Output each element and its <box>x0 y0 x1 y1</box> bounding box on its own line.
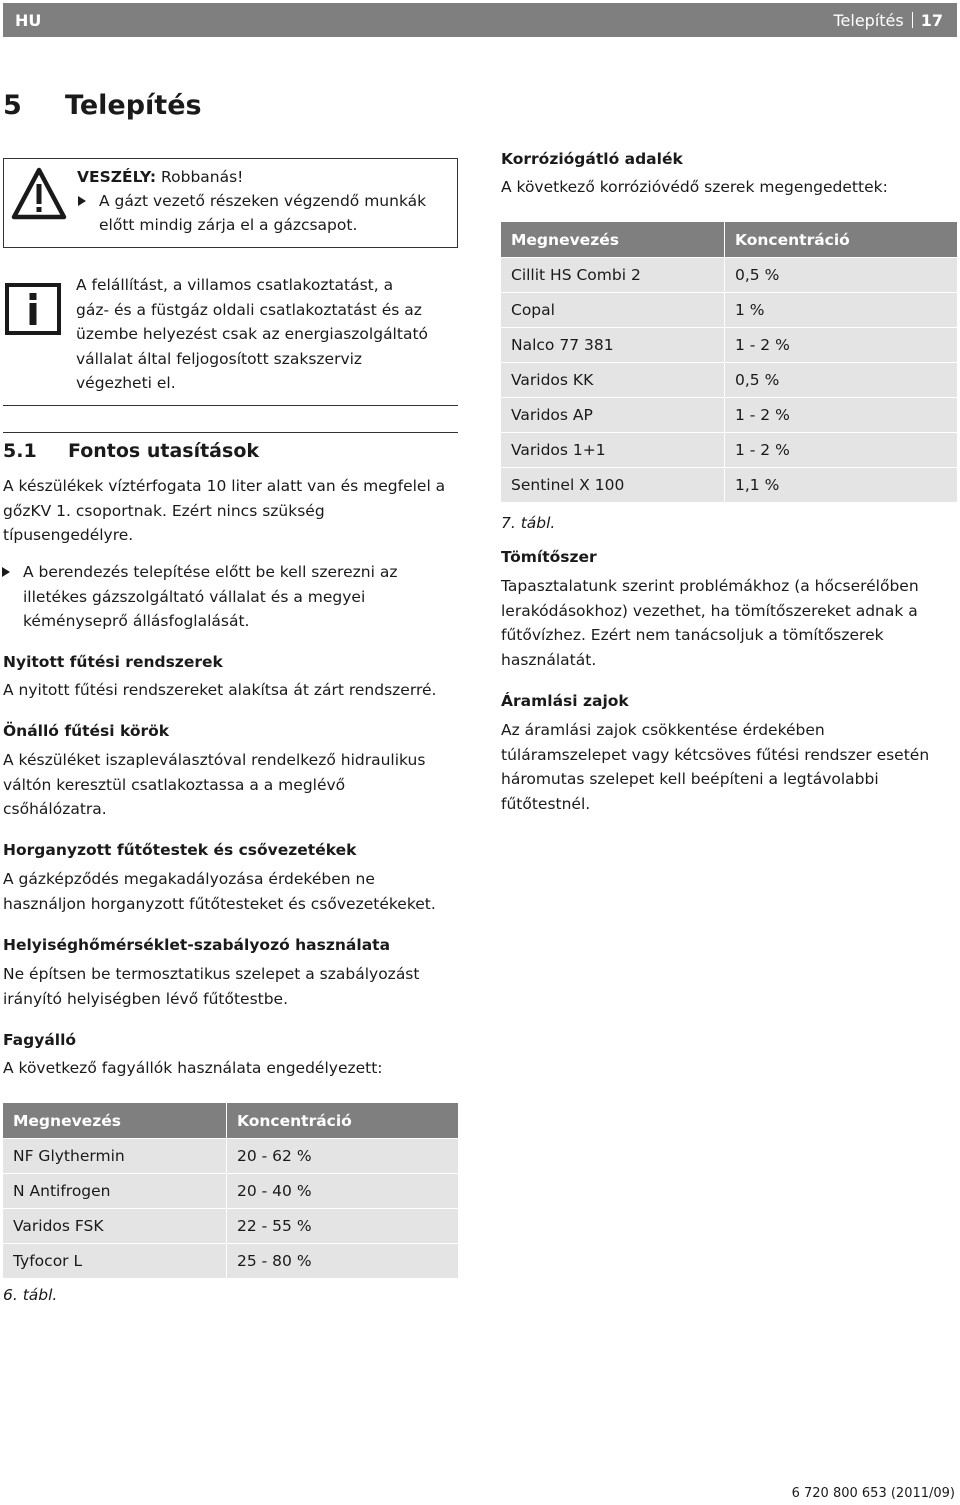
table-row <box>501 257 957 292</box>
table-header-row <box>3 1103 458 1138</box>
text-line: A gázképződés megakadályozása érdekében ne <box>3 870 375 888</box>
text-line: fűtőtestnél. <box>501 794 591 813</box>
table-cell: Copal <box>501 292 725 327</box>
table-cell: 1 - 2 % <box>725 432 957 467</box>
header-section: Telepítés <box>833 11 904 30</box>
flow-noise-text <box>501 718 956 816</box>
chapter-name: Telepítés <box>65 90 202 121</box>
open-heating-heading: Nyitott fűtési rendszerek <box>3 653 223 671</box>
info-line: végezheti el. <box>76 374 176 392</box>
danger-text <box>77 165 453 237</box>
text-line: háromutas szelepet kell beépíteni a legtávolabbi <box>501 770 879 788</box>
section-divider <box>3 432 458 433</box>
galvanized-text <box>3 867 473 916</box>
table-cell: 20 - 40 % <box>227 1173 458 1208</box>
approval-bullet <box>1 560 463 634</box>
antifreeze-table <box>3 1103 458 1278</box>
text-line: Ne építsen be termosztatikus szelepet a szabályozást <box>3 965 420 983</box>
sealant-text <box>501 574 956 672</box>
table-row <box>3 1243 458 1278</box>
text-line: fűtővízhez. Ezért nem tanácsoljuk a tömítőszerek <box>501 626 884 644</box>
language-code: HU <box>15 11 42 30</box>
chapter-title <box>3 90 202 121</box>
info-line: vállalat által feljogosított szakszerviz <box>76 349 363 368</box>
table-cell: Varidos 1+1 <box>501 432 725 467</box>
warning-triangle-icon <box>11 167 67 221</box>
column-header: Megnevezés <box>3 1103 227 1138</box>
independent-circuits-text <box>3 748 463 822</box>
open-heating-text: A nyitott fűtési rendszereket alakítsa át zárt rendszerré. <box>3 681 437 699</box>
table-row <box>501 327 957 362</box>
table-row <box>3 1173 458 1208</box>
sealant-heading: Tömítőszer <box>501 548 597 566</box>
text-line: irányító helyiségben lévő fűtőtestbe. <box>3 989 289 1008</box>
table-cell: Sentinel X 100 <box>501 467 725 502</box>
table-cell: Varidos KK <box>501 362 725 397</box>
bullet-arrow-icon <box>2 567 10 577</box>
text-line: használatát. <box>501 650 597 669</box>
table-cell: 0,5 % <box>725 362 957 397</box>
text-line: A készüléket iszapleválasztóval rendelkező hidraulikus <box>3 751 426 769</box>
info-icon <box>5 283 61 335</box>
corrosion-text: A következő korrózióvédő szerek megengedettek: <box>501 178 888 196</box>
room-thermostat-heading: Helyiséghőmérséklet-szabályozó használata <box>3 936 391 954</box>
danger-bullet-line: A gázt vezető részeken végzendő munkák <box>99 192 427 210</box>
table-row <box>501 397 957 432</box>
document-number: 6 720 800 653 (2011/09) <box>791 1486 955 1501</box>
table-cell: 22 - 55 % <box>227 1208 458 1243</box>
text-line: túláramszelepet vagy kétcsöves fűtési rendszer esetén <box>501 745 930 764</box>
table-cell: Nalco 77 381 <box>501 327 725 362</box>
header-divider <box>912 12 913 28</box>
bullet-line: A berendezés telepítése előtt be kell szerezni az <box>23 563 398 581</box>
table-row <box>501 292 957 327</box>
table-row <box>3 1138 458 1173</box>
danger-bullet-line: előtt mindig zárja el a gázcsapot. <box>99 216 358 234</box>
table-header-row <box>501 222 957 257</box>
intro-line: gőzKV 1. csoportnak. Ezért nincs szükség <box>3 501 325 520</box>
info-line: üzembe helyezést csak az energiaszolgáltató <box>76 325 429 343</box>
table-caption: 6. tábl. <box>3 1286 58 1304</box>
table-caption: 7. tábl. <box>501 514 556 532</box>
table-cell: NF Glythermin <box>3 1138 227 1173</box>
text-line: használjon horganyzott fűtőtesteket és csővezetékeket. <box>3 894 436 913</box>
info-notice <box>3 265 458 406</box>
table-cell: 1 % <box>725 292 957 327</box>
danger-headline <box>77 165 453 189</box>
danger-message: Robbanás! <box>156 168 244 186</box>
bullet-line: kéményseprő állásfoglalását. <box>23 612 250 630</box>
info-line: A felállítást, a villamos csatlakoztatást, a <box>76 276 394 294</box>
text-line: csőhálózatra. <box>3 800 107 818</box>
table-cell: 20 - 62 % <box>227 1138 458 1173</box>
flow-noise-heading: Áramlási zajok <box>501 692 629 710</box>
antifreeze-text: A következő fagyállók használata engedélyezett: <box>3 1059 383 1077</box>
table-cell: 1 - 2 % <box>725 397 957 432</box>
section-intro <box>3 474 463 548</box>
section-heading <box>3 440 259 462</box>
column-header: Megnevezés <box>501 222 725 257</box>
danger-warning-box <box>3 158 458 248</box>
table-cell: Varidos AP <box>501 397 725 432</box>
antifreeze-heading: Fagyálló <box>3 1031 77 1049</box>
bullet-arrow-icon <box>78 196 86 206</box>
danger-bullet <box>77 189 453 237</box>
table-cell: 1,1 % <box>725 467 957 502</box>
table-cell: 1 - 2 % <box>725 327 957 362</box>
room-thermostat-text <box>3 962 473 1011</box>
corrosion-table <box>501 222 957 502</box>
table-cell: Tyfocor L <box>3 1243 227 1278</box>
table-cell: Cillit HS Combi 2 <box>501 257 725 292</box>
intro-line: típusengedélyre. <box>3 526 134 544</box>
column-header: Koncentráció <box>227 1103 458 1138</box>
text-line: váltón keresztül csatlakoztassa a a meglévő <box>3 775 346 794</box>
danger-keyword: VESZÉLY: <box>77 168 157 186</box>
text-line: lerakódásokhoz) vezethet, ha tömítőszereket adnak a <box>501 601 918 620</box>
table-cell: Varidos FSK <box>3 1208 227 1243</box>
info-line: gáz- és a füstgáz oldali csatlakoztatást és az <box>76 300 422 319</box>
bullet-line: illetékes gázszolgáltató vállalat és a megyei <box>23 587 366 606</box>
page-header <box>3 3 957 37</box>
table-cell: 0,5 % <box>725 257 957 292</box>
table-row <box>501 467 957 502</box>
section-title: Fontos utasítások <box>68 440 260 462</box>
column-header: Koncentráció <box>725 222 957 257</box>
table-row <box>501 432 957 467</box>
independent-circuits-heading: Önálló fűtési körök <box>3 722 170 740</box>
galvanized-heading: Horganyzott fűtőtestek és csővezetékek <box>3 841 357 859</box>
text-line: Az áramlási zajok csökkentése érdekében <box>501 721 825 739</box>
intro-line: A készülékek víztérfogata 10 liter alatt van és megfelel a <box>3 477 446 495</box>
page-number: 17 <box>920 11 943 30</box>
table-row <box>3 1208 458 1243</box>
chapter-number: 5 <box>3 90 22 121</box>
text-line: Tapasztalatunk szerint problémákhoz (a hőcserélőben <box>501 577 919 595</box>
info-text <box>76 273 448 396</box>
section-number: 5.1 <box>3 440 37 462</box>
header-right <box>833 11 943 30</box>
table-row <box>501 362 957 397</box>
table-cell: N Antifrogen <box>3 1173 227 1208</box>
corrosion-heading: Korróziógátló adalék <box>501 150 683 168</box>
table-cell: 25 - 80 % <box>227 1243 458 1278</box>
